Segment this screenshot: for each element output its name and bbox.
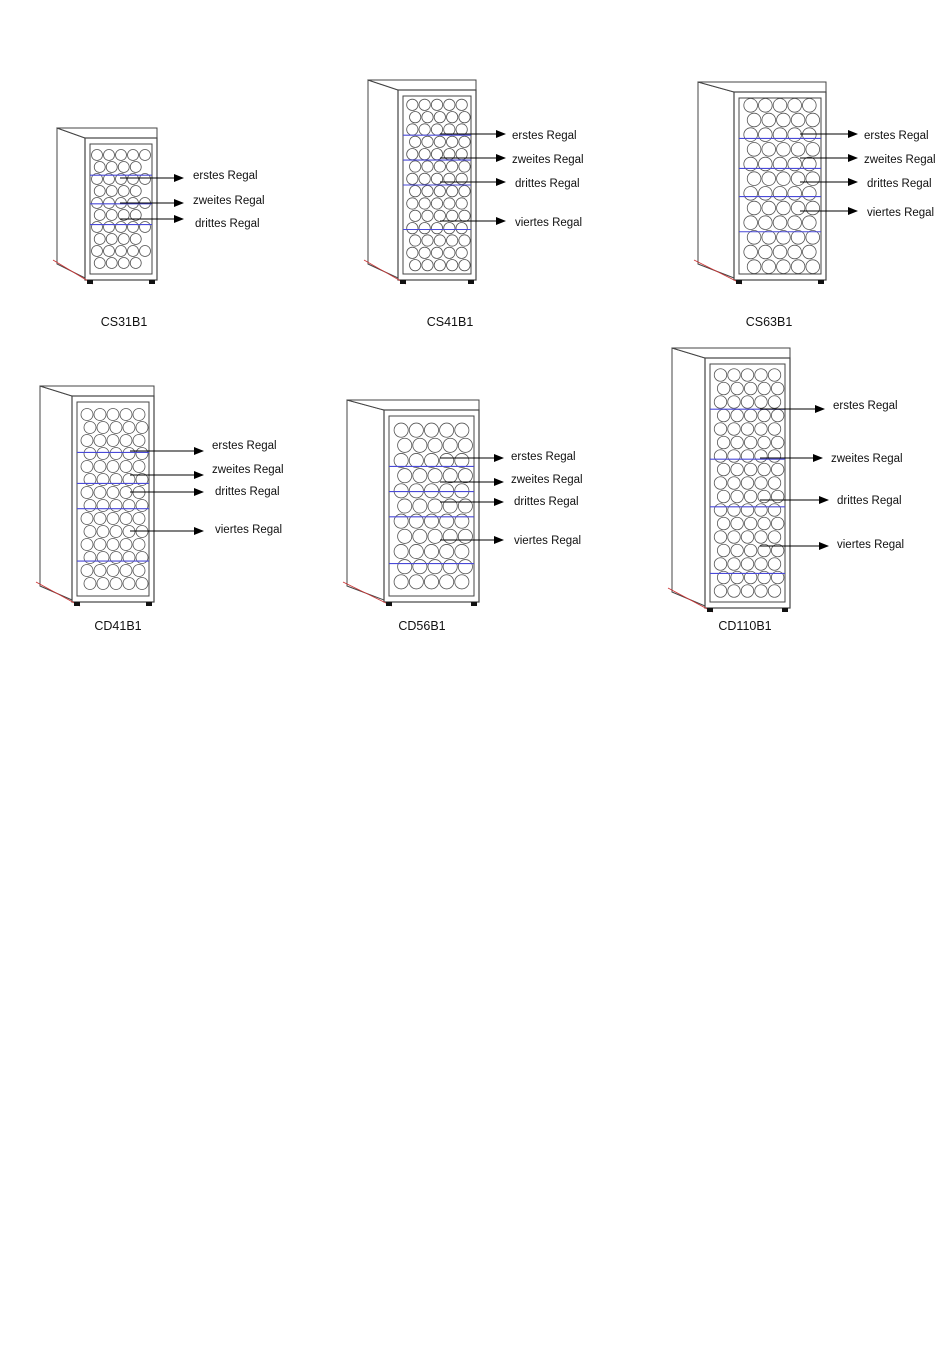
foot-left [74, 602, 80, 606]
unit-cd56b1 [343, 400, 583, 633]
shelf-label-4: viertes Regal [837, 539, 905, 551]
foot-left [87, 280, 93, 284]
cabinet-drawing [36, 386, 203, 606]
shelf-label-4: viertes Regal [867, 207, 935, 219]
shelf-label-1: erstes Regal [512, 130, 577, 142]
shelf-label-1: erstes Regal [833, 400, 898, 412]
shelf-label-1: erstes Regal [212, 440, 277, 452]
shelf-label-4: viertes Regal [515, 217, 583, 229]
side-panel [57, 128, 85, 278]
shelf-label-2: zweites Regal [193, 195, 265, 207]
cabinet-drawing [53, 128, 183, 284]
cabinet-drawing [694, 82, 857, 284]
foot-left [736, 280, 742, 284]
foot-right [471, 602, 477, 606]
foot-left [386, 602, 392, 606]
shelf-label-1: erstes Regal [511, 451, 576, 463]
cabinet-drawing [668, 348, 828, 612]
shelf-label-3: drittes Regal [215, 486, 280, 498]
foot-right [146, 602, 152, 606]
foot-right [149, 280, 155, 284]
shelf-label-3: drittes Regal [195, 218, 260, 230]
model-label: CD56B1 [398, 619, 446, 633]
unit-cs41b1 [364, 80, 584, 329]
side-panel [368, 80, 398, 278]
foot-right [782, 608, 788, 612]
cabinet-drawing [364, 80, 505, 284]
shelf-label-3: drittes Regal [514, 496, 579, 508]
shelf-label-1: erstes Regal [864, 130, 929, 142]
model-label: CS63B1 [745, 315, 793, 329]
shelf-label-3: drittes Regal [867, 178, 932, 190]
foot-right [468, 280, 474, 284]
foot-left [707, 608, 713, 612]
shelf-label-1: erstes Regal [193, 170, 258, 182]
side-panel [698, 82, 734, 278]
shelf-label-4: viertes Regal [215, 524, 283, 536]
shelf-label-2: zweites Regal [831, 453, 903, 465]
shelf-label-3: drittes Regal [837, 495, 902, 507]
side-panel [40, 386, 72, 600]
unit-cd110b1 [668, 348, 904, 633]
shelf-label-3: drittes Regal [515, 178, 580, 190]
unit-cs63b1 [694, 82, 936, 329]
cabinet-drawing [343, 400, 503, 606]
shelf-label-4: viertes Regal [514, 535, 582, 547]
shelf-label-2: zweites Regal [512, 154, 584, 166]
side-panel [672, 348, 705, 606]
foot-right [818, 280, 824, 284]
model-label: CD110B1 [718, 619, 772, 633]
model-label: CS31B1 [100, 315, 148, 329]
unit-cd41b1 [36, 386, 284, 633]
shelf-label-2: zweites Regal [511, 474, 583, 486]
model-label: CD41B1 [94, 619, 142, 633]
front-frame [734, 92, 826, 280]
shelf-label-2: zweites Regal [864, 154, 936, 166]
model-label: CS41B1 [426, 315, 474, 329]
foot-left [400, 280, 406, 284]
side-panel [347, 400, 384, 600]
unit-cs31b1 [53, 128, 265, 329]
shelf-label-2: zweites Regal [212, 464, 284, 476]
